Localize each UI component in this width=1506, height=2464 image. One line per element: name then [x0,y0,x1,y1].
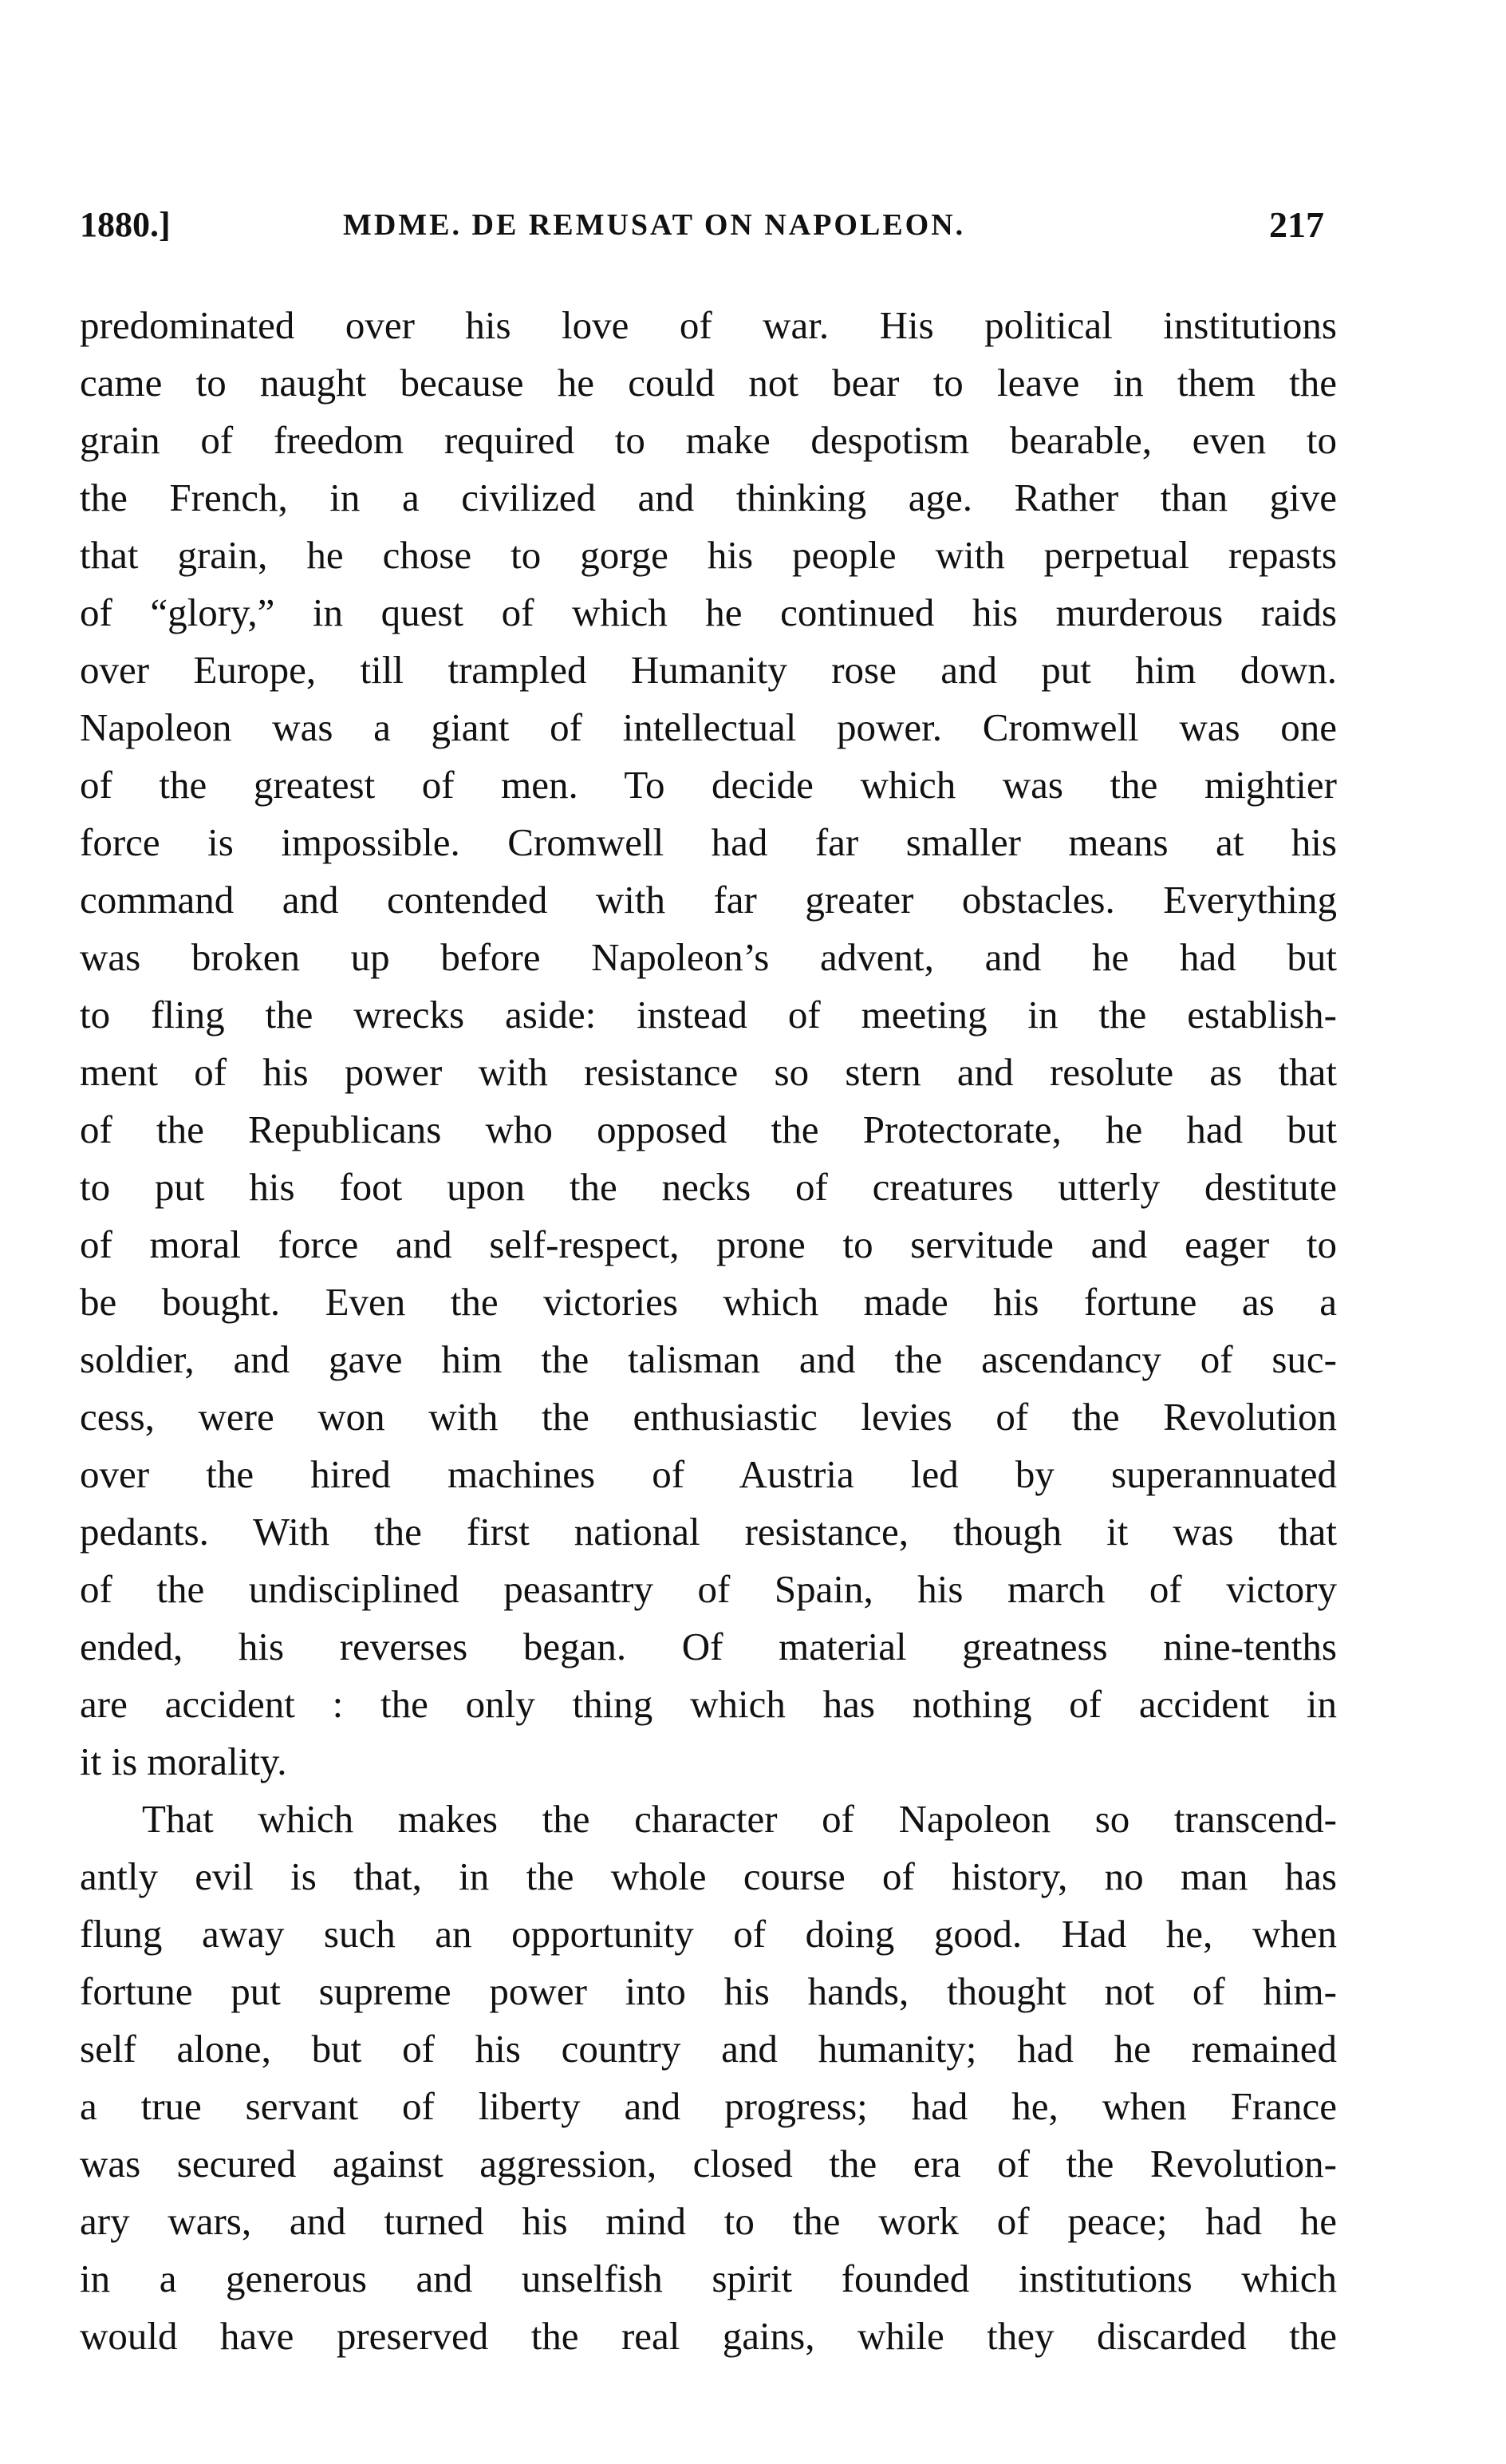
text-line: of the Republicans who opposed the Protectorate, he had but [80,1108,1337,1151]
page-number: 217 [1269,204,1324,245]
paragraph-end-line: it is morality. [80,1739,287,1783]
text-line: command and contended with far greater obstacles. Everything [80,878,1337,922]
text-line: are accident : the only thing which has nothing of accident in [80,1682,1337,1726]
text-line: of “glory,” in quest of which he continued his murderous raids [80,590,1337,634]
text-line: soldier, and gave him the talisman and the ascendancy of suc- [80,1337,1337,1381]
text-line: came to naught because he could not bear to leave in them the [80,361,1337,405]
text-line: over the hired machines of Austria led by superannuated [80,1452,1337,1496]
text-line: ment of his power with resistance so stern and resolute as that [80,1050,1337,1094]
running-head [80,199,1324,251]
text-line: to put his foot upon the necks of creatures utterly destitute [80,1165,1337,1209]
text-line: antly evil is that, in the whole course of history, no man has [80,1854,1337,1898]
text-line: was broken up before Napoleon’s advent, and he had but [80,935,1337,979]
running-head-year: 1880.] [80,205,171,244]
text-line: to fling the wrecks aside: instead of meeting in the establish- [80,993,1337,1037]
text-line: of the undisciplined peasantry of Spain, his march of victory [80,1567,1337,1611]
text-line: of the greatest of men. To decide which was the mightier [80,763,1337,807]
text-line: cess, were won with the enthusiastic levies of the Revolution [80,1395,1337,1439]
text-line: grain of freedom required to make despotism bearable, even to [80,418,1337,462]
text-line: Napoleon was a giant of intellectual power. Cromwell was one [80,705,1337,749]
text-line: a true servant of liberty and progress; had he, when France [80,2084,1337,2128]
text-line: over Europe, till trampled Humanity rose and put him down. [80,648,1337,692]
text-line: ary wars, and turned his mind to the work of peace; had he [80,2199,1337,2243]
text-line: self alone, but of his country and humanity; had he remained [80,2027,1337,2071]
text-line: pedants. With the first national resistance, though it was that [80,1510,1337,1554]
text-line: flung away such an opportunity of doing good. Had he, when [80,1912,1337,1956]
text-line: in a generous and unselfish spirit founded institutions which [80,2257,1337,2300]
running-head-title: MDME. DE REMUSAT ON NAPOLEON. [343,208,966,242]
text-line: fortune put supreme power into his hands, thought not of him- [80,1969,1337,2013]
text-line: predominated over his love of war. His political institutions [80,303,1337,347]
text-line: the French, in a civilized and thinking age. Rather than give [80,476,1337,519]
text-line: force is impossible. Cromwell had far smaller means at his [80,820,1337,864]
body-text [80,297,1337,2365]
text-line: was secured against aggression, closed the era of the Revolution- [80,2142,1337,2186]
text-line: would have preserved the real gains, while they discarded the [80,2314,1337,2358]
text-line: of moral force and self-respect, prone to servitude and eager to [80,1222,1337,1266]
text-line: that grain, he chose to gorge his people with perpetual repasts [80,533,1337,577]
paragraph-start-line: That which makes the character of Napoleon so transcend- [142,1797,1337,1841]
text-line: ended, his reverses began. Of material greatness nine-tenths [80,1625,1337,1668]
text-line: be bought. Even the victories which made his fortune as a [80,1280,1337,1324]
